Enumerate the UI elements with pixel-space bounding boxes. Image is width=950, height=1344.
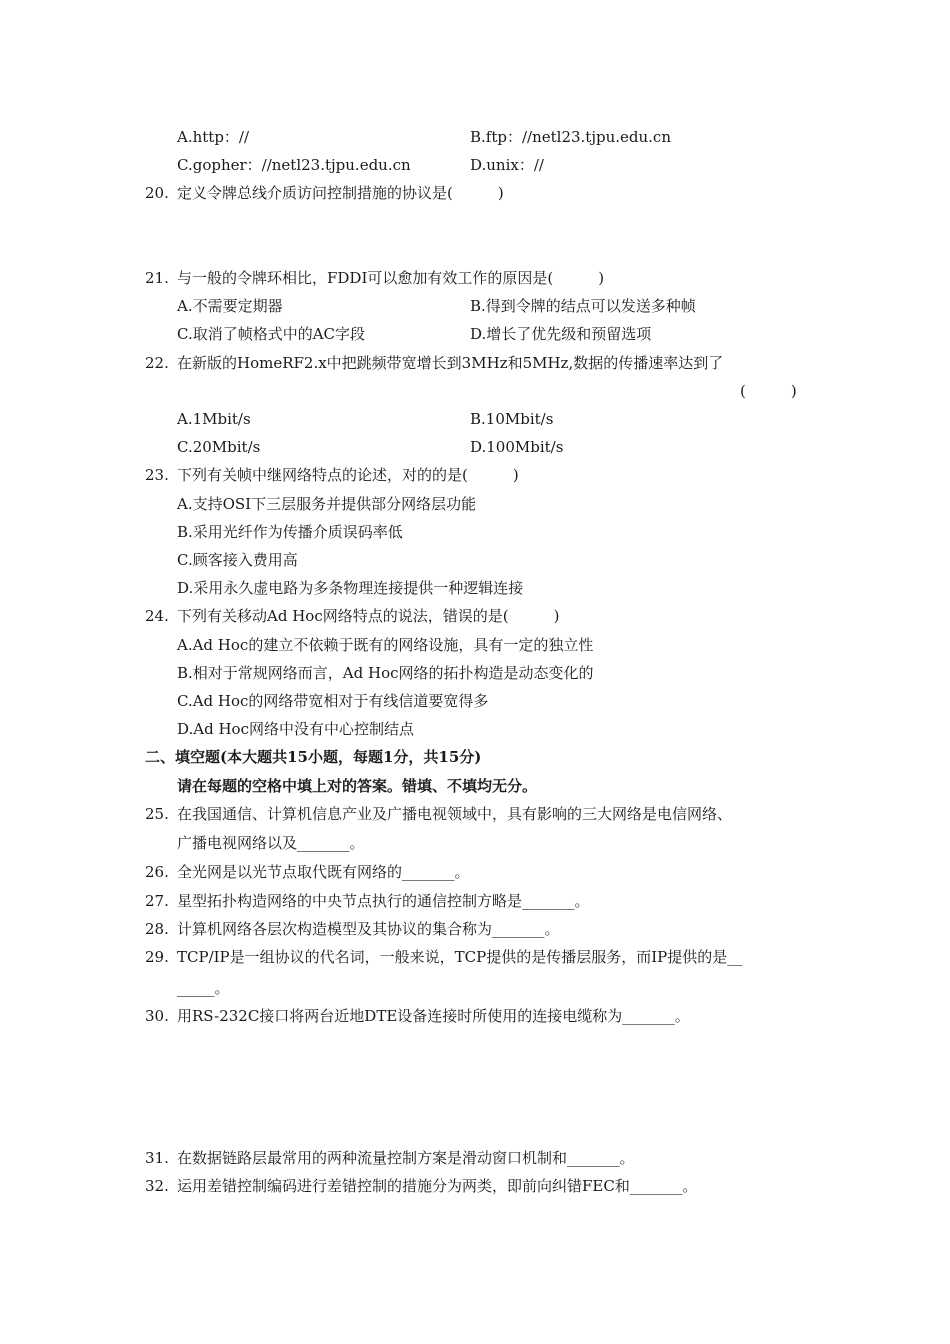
q19-option-a: A.http：// <box>177 128 250 146</box>
q24-option-d: D.Ad Hoc网络中没有中心控制结点 <box>177 720 414 738</box>
q27-number: 27. <box>145 892 169 910</box>
q22-answer-bracket: ( ) <box>740 382 797 400</box>
q21-number: 21. <box>145 269 169 287</box>
q29-number: 29. <box>145 948 169 966</box>
q19-option-c: C.gopher：//netl23.tjpu.edu.cn <box>177 156 411 174</box>
q22-option-b: B.10Mbit/s <box>470 410 554 428</box>
q21-option-c: C.取消了帧格式中的AC字段 <box>177 325 366 343</box>
q29-text-line1: TCP/IP是一组协议的代名词，一般来说，TCP提供的是传播层服务，而IP提供的是__ <box>177 948 743 966</box>
q19-option-d: D.unix：// <box>470 156 544 174</box>
q28-number: 28. <box>145 920 169 938</box>
q20-text: 定义令牌总线介质访问控制措施的协议是( ) <box>177 184 504 202</box>
q23-number: 23. <box>145 466 169 484</box>
q25-text-line1: 在我国通信、计算机信息产业及广播电视领域中，具有影响的三大网络是电信网络、 <box>177 805 733 823</box>
q25-number: 25. <box>145 805 169 823</box>
q26-text: 全光网是以光节点取代既有网络的_______。 <box>177 863 470 881</box>
q31-text: 在数据链路层最常用的两种流量控制方案是滑动窗口机制和_______。 <box>177 1149 635 1167</box>
q24-option-c: C.Ad Hoc的网络带宽相对于有线信道要宽得多 <box>177 692 489 710</box>
q21-option-d: D.增长了优先级和预留选项 <box>470 325 652 343</box>
q32-number: 32. <box>145 1177 169 1195</box>
q22-option-d: D.100Mbit/s <box>470 438 564 456</box>
q25-text-line2: 广播电视网络以及_______。 <box>177 834 365 852</box>
q21-option-a: A.不需要定期器 <box>177 297 283 315</box>
section-heading: 二、填空题(本大题共15小题，每题1分，共15分) <box>145 748 482 766</box>
q28-text: 计算机网络各层次构造模型及其协议的集合称为_______。 <box>177 920 560 938</box>
q27-text: 星型拓扑构造网络的中央节点执行的通信控制方略是_______。 <box>177 892 590 910</box>
q22-option-c: C.20Mbit/s <box>177 438 261 456</box>
q21-option-b: B.得到令牌的结点可以发送多种帧 <box>470 297 696 315</box>
q24-text: 下列有关移动Ad Hoc网络特点的说法，错误的是( ) <box>177 607 560 625</box>
q30-text: 用RS-232C接口将两台近地DTE设备连接时所使用的连接电缆称为_______。 <box>177 1007 690 1025</box>
q22-option-a: A.1Mbit/s <box>177 410 251 428</box>
q24-number: 24. <box>145 607 169 625</box>
q24-option-b: B.相对于常规网络而言，Ad Hoc网络的拓扑构造是动态变化的 <box>177 664 594 682</box>
q23-option-c: C.顾客接入费用高 <box>177 551 298 569</box>
q23-text: 下列有关帧中继网络特点的论述，对的的是( ) <box>177 466 519 484</box>
q23-option-d: D.采用永久虚电路为多条物理连接提供一种逻辑连接 <box>177 579 524 597</box>
q20-number: 20. <box>145 184 169 202</box>
q23-option-b: B.采用光纤作为传播介质误码率低 <box>177 523 403 541</box>
section-instruction: 请在每题的空格中填上对的答案。错填、不填均无分。 <box>177 777 538 795</box>
q31-number: 31. <box>145 1149 169 1167</box>
q30-number: 30. <box>145 1007 169 1025</box>
q22-text: 在新版的HomeRF2.x中把跳频带宽增长到3MHz和5MHz,数据的传播速率达到了 <box>177 354 724 372</box>
q32-text: 运用差错控制编码进行差错控制的措施分为两类，即前向纠错FEC和_______。 <box>177 1177 698 1195</box>
q22-number: 22. <box>145 354 169 372</box>
q29-text-line2: _____。 <box>177 979 230 997</box>
q21-text: 与一般的令牌环相比，FDDI可以愈加有效工作的原因是( ) <box>177 269 605 287</box>
q26-number: 26. <box>145 863 169 881</box>
q19-option-b: B.ftp：//netl23.tjpu.edu.cn <box>470 128 671 146</box>
q23-option-a: A.支持OSI下三层服务并提供部分网络层功能 <box>177 495 477 513</box>
q24-option-a: A.Ad Hoc的建立不依赖于既有的网络设施，具有一定的独立性 <box>177 636 594 654</box>
